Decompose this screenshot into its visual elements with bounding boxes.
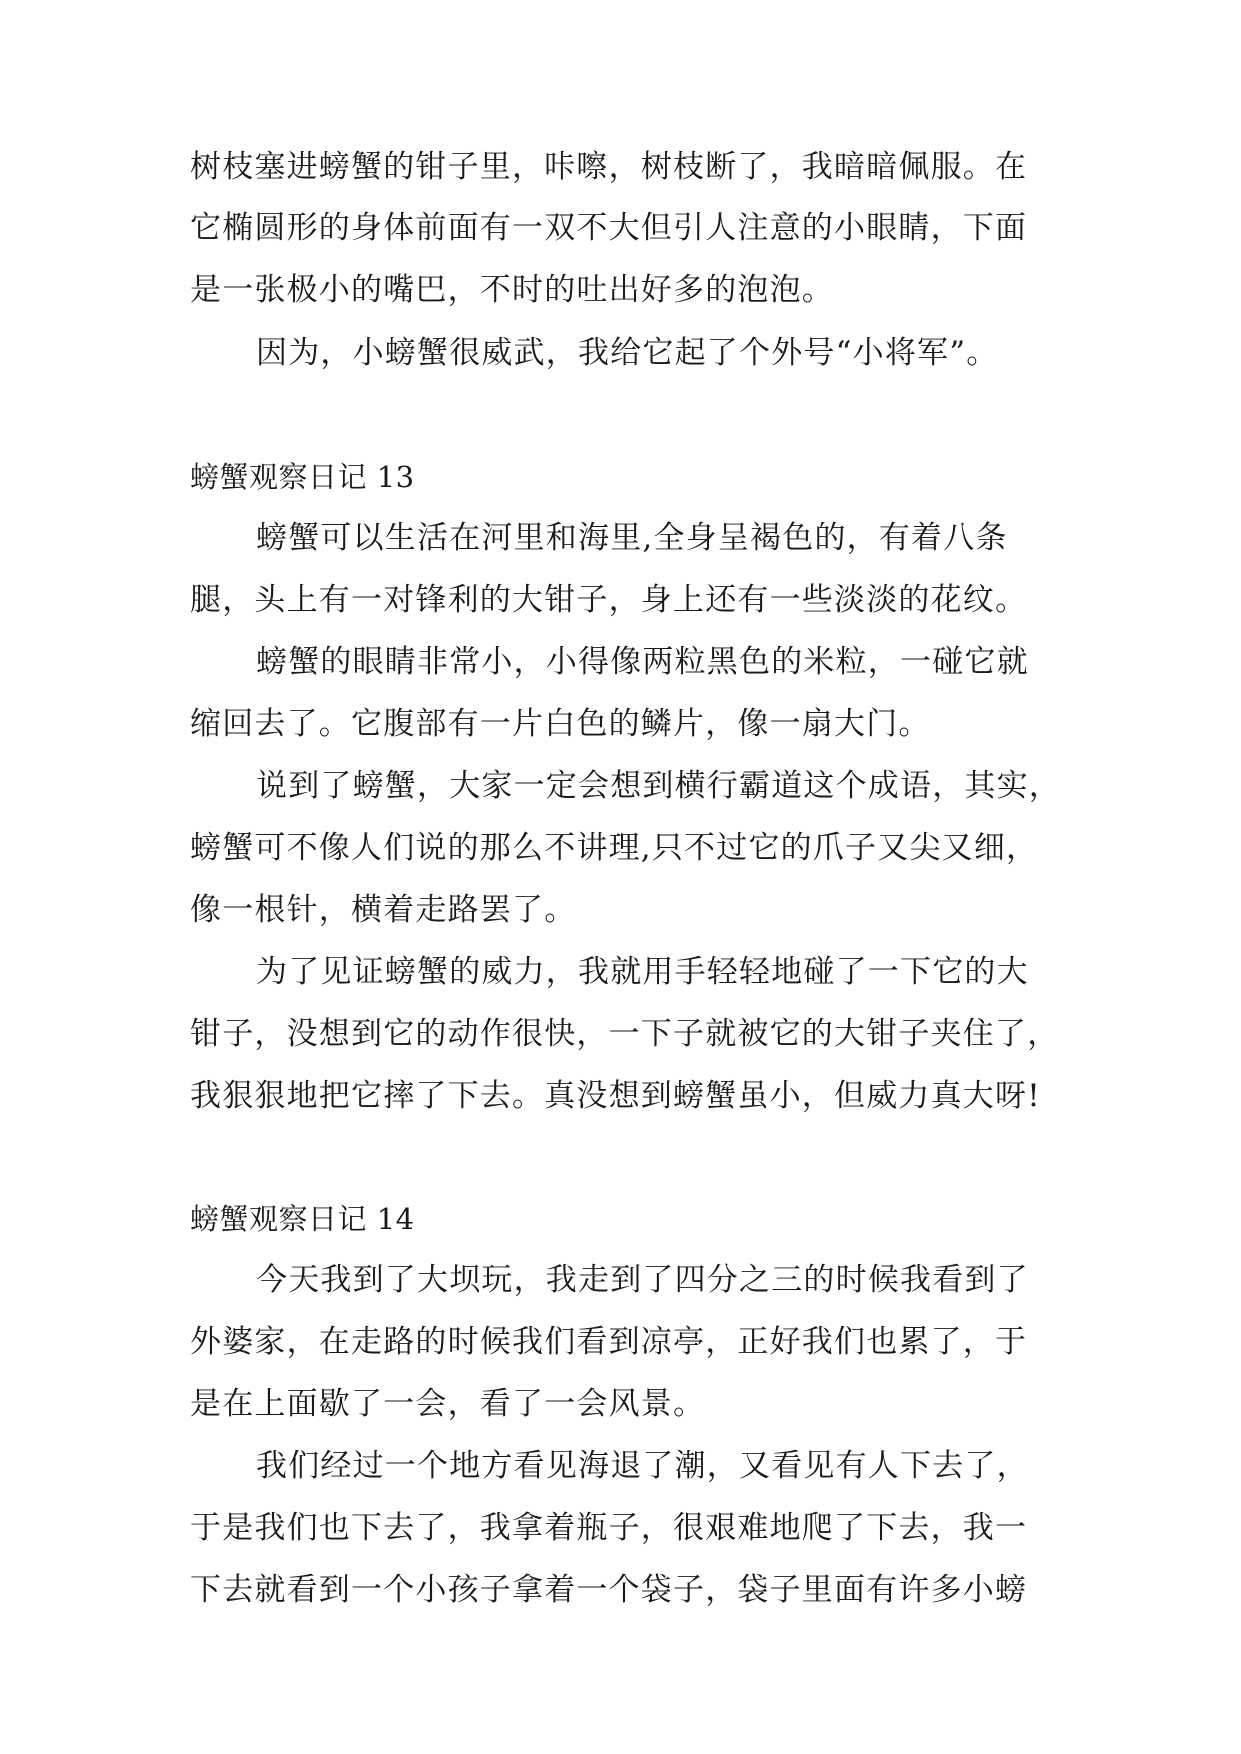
paragraph-first-line: 螃蟹的眼睛非常小，小得像两粒黑色的米粒，一碰它就 — [256, 644, 1029, 680]
body-text-line: 钳子，没想到它的动作很快，一下子就被它的大钳子夹住了， — [190, 1016, 1060, 1052]
paragraph-first-line: 螃蟹可以生活在河里和海里,全身呈褐色的，有着八条 — [256, 520, 1008, 556]
body-text-line: 螃蟹可不像人们说的那么不讲理,只不过它的爪子又尖又细， — [190, 830, 1039, 866]
section-heading: 螃蟹观察日记 14 — [190, 1202, 415, 1236]
paragraph-first-line: 因为，小螃蟹很威武，我给它起了个外号“小将军”。 — [256, 335, 999, 371]
paragraph-first-line: 我们经过一个地方看见海退了潮，又看见有人下去了， — [256, 1448, 1029, 1484]
paragraph-first-line: 为了见证螃蟹的威力，我就用手轻轻地碰了一下它的大 — [256, 954, 1029, 990]
body-text-line: 树枝塞进螃蟹的钳子里，咔嚓，树枝断了，我暗暗佩服。在 — [190, 149, 1028, 185]
body-text-line: 是一张极小的嘴巴，不时的吐出好多的泡泡。 — [190, 272, 834, 308]
body-text-line: 缩回去了。它腹部有一片白色的鳞片，像一扇大门。 — [190, 706, 931, 742]
paragraph-first-line: 今天我到了大坝玩，我走到了四分之三的时候我看到了 — [256, 1262, 1029, 1298]
body-text-line: 于是我们也下去了，我拿着瓶子，很艰难地爬了下去，我一 — [190, 1510, 1028, 1546]
body-text-line: 下去就看到一个小孩子拿着一个袋子，袋子里面有许多小螃 — [190, 1572, 1028, 1608]
body-text-line: 它椭圆形的身体前面有一双不大但引人注意的小眼睛，下面 — [190, 210, 1028, 246]
body-text-line: 像一根针，横着走路罢了。 — [190, 892, 577, 928]
body-text-line: 外婆家，在走路的时候我们看到凉亭，正好我们也累了，于 — [190, 1324, 1028, 1360]
body-text-line: 我狠狠地把它摔了下去。真没想到螃蟹虽小，但威力真大呀! — [190, 1078, 1041, 1114]
paragraph-first-line: 说到了螃蟹，大家一定会想到横行霸道这个成语，其实， — [256, 768, 1061, 804]
body-text-line: 腿，头上有一对锋利的大钳子，身上还有一些淡淡的花纹。 — [190, 582, 1028, 618]
body-text-line: 是在上面歇了一会，看了一会风景。 — [190, 1386, 706, 1422]
section-heading: 螃蟹观察日记 13 — [190, 460, 415, 494]
